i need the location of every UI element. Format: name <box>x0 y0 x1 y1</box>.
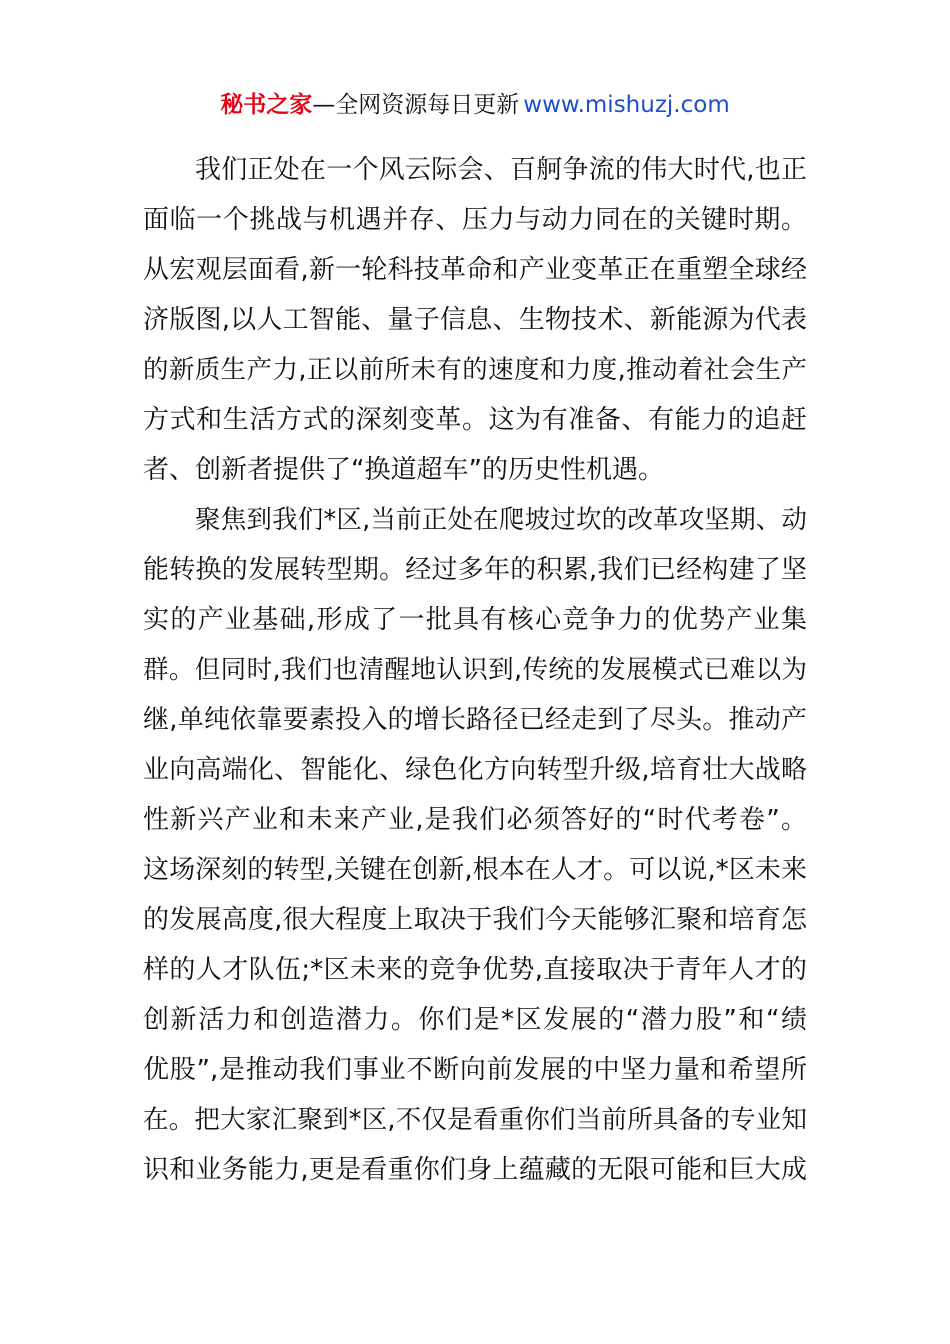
page-header <box>0 88 950 122</box>
paragraph-2-line-4: 群。但同时,我们也清醒地认识到,传统的发展模式已难以为 <box>143 655 807 685</box>
paragraph-2-line-8: 这场深刻的转型,关键在创新,根本在人才。可以说,*区未来 <box>143 855 807 885</box>
paragraph-2-line-12: 优股”,是推动我们事业不断向前发展的中坚力量和希望所 <box>143 1055 807 1085</box>
paragraph-1-line-2: 面临一个挑战与机遇并存、压力与动力同在的关键时期。 <box>143 205 807 235</box>
paragraph-1-line-6: 方式和生活方式的深刻变革。这为有准备、有能力的追赶 <box>143 405 807 435</box>
site-brand: 秘书之家 <box>220 92 313 118</box>
paragraph-2-line-6: 业向高端化、智能化、绿色化方向转型升级,培育壮大战略 <box>143 755 807 785</box>
site-tagline: —全网资源每日更新 <box>312 92 520 118</box>
paragraph-1-line-3: 从宏观层面看,新一轮科技革命和产业变革正在重塑全球经 <box>143 255 807 285</box>
paragraph-2-line-2: 能转换的发展转型期。经过多年的积累,我们已经构建了坚 <box>143 555 807 585</box>
paragraph-2-line-13: 在。把大家汇聚到*区,不仅是看重你们当前所具备的专业知 <box>143 1105 807 1135</box>
document-body <box>143 145 807 1195</box>
paragraph-2-line-14: 识和业务能力,更是看重你们身上蕴藏的无限可能和巨大成 <box>143 1155 807 1185</box>
paragraph-2-line-5: 继,单纯依靠要素投入的增长路径已经走到了尽头。推动产 <box>143 705 807 735</box>
paragraph-1-line-5: 的新质生产力,正以前所未有的速度和力度,推动着社会生产 <box>143 355 807 385</box>
paragraph-1-line-1: 我们正处在一个风云际会、百舸争流的伟大时代,也正 <box>195 155 807 185</box>
paragraph-1-line-7: 者、创新者提供了“换道超车”的历史性机遇。 <box>143 455 664 485</box>
paragraph-2-line-1: 聚焦到我们*区,当前正处在爬坡过坎的改革攻坚期、动 <box>195 505 807 535</box>
paragraph-2-line-10: 样的人才队伍;*区未来的竞争优势,直接取决于青年人才的 <box>143 955 807 985</box>
paragraph-1-line-4: 济版图,以人工智能、量子信息、生物技术、新能源为代表 <box>143 305 807 335</box>
paragraph-2-line-9: 的发展高度,很大程度上取决于我们今天能够汇聚和培育怎 <box>143 905 807 935</box>
paragraph-2-line-3: 实的产业基础,形成了一批具有核心竞争力的优势产业集 <box>143 605 807 635</box>
site-url-link[interactable]: www.mishuzj.com <box>523 92 730 118</box>
paragraph-2-line-11: 创新活力和创造潜力。你们是*区发展的“潜力股”和“绩 <box>143 1005 807 1035</box>
paragraph-2-line-7: 性新兴产业和未来产业,是我们必须答好的“时代考卷”。 <box>143 805 807 835</box>
